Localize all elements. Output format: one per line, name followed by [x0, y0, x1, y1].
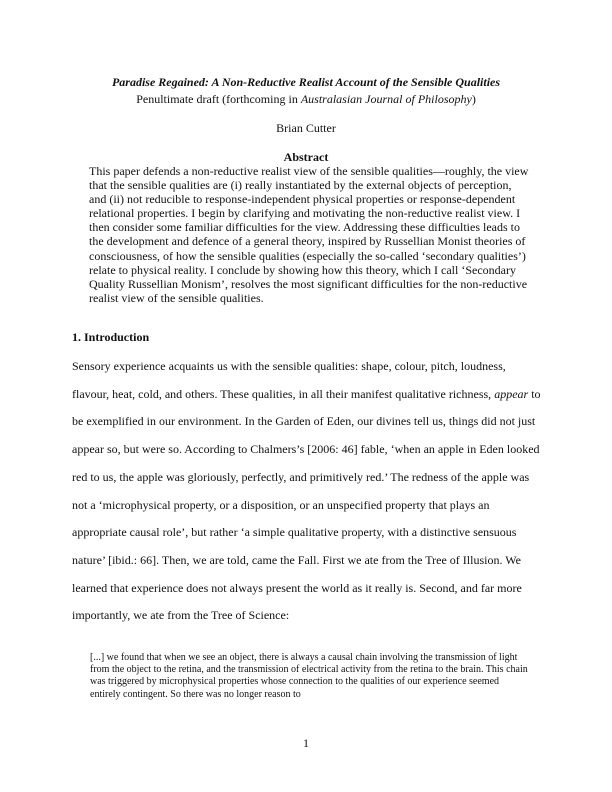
introduction-text-part1: Sensory experience acquaints us with the sensible qualities: shape, colour, pitch, loudness, flavour, heat, cold, and others. These qualities, in all their manifest qualitative richness, — [72, 359, 506, 401]
section-heading-introduction: 1. Introduction — [72, 330, 150, 344]
paper-title — [72, 74, 540, 90]
journal-name: Australasian Journal of Philosophy — [300, 92, 472, 106]
block-quote: [...] we found that when we see an object, there is always a causal chain involving the transmission of light from the object to the retina, and the transmission of electrical activity from the retina to the brain. This chain was triggered by microphysical properties whose connection to the qualities of our experience seemed entirely contingent. So there was no longer reason to — [90, 652, 528, 700]
page-number: 1 — [303, 736, 309, 750]
paper-title-text: Paradise Regained: A Non-Reductive Realist Account of the Sensible Qualities — [111, 75, 501, 89]
subtitle-prefix: Penultimate draft (forthcoming in — [136, 92, 301, 106]
abstract-heading: Abstract — [283, 150, 329, 164]
paper-subtitle — [72, 91, 540, 107]
introduction-paragraph — [72, 353, 542, 630]
introduction-emphasis: appear — [494, 386, 529, 401]
author-name: Brian Cutter — [276, 121, 336, 135]
subtitle-suffix: ) — [471, 92, 476, 106]
abstract-text: This paper defends a non-reductive realist view of the sensible qualities—roughly, the view that the sensible qualities are (i) really instantiated by the external objects of perception, and (ii) not reducible to response-independent physical properties or response-dependent relational properties. I begin by clarifying and motivating the non-reductive realist view. I then consider some familiar difficulties for the view. Addressing these difficulties leads to the development and defence of a general theory, inspired by Russellian Monist theories of consciousness, of how the sensible qualities (especially the so-called ‘secondary qualities’) relate to physical reality. I conclude by showing how this theory, which I call ‘Secondary Quality Russellian Monism’, resolves the most significant difficulties for the non-reductive realist view of the sensible qualities. — [89, 164, 529, 305]
introduction-text-part2: to be exemplified in our environment. In the Garden of Eden, our divines tell us, things did not just appear so, but were so. According to Chalmers’s [2006: 46] fable, ‘when an apple in Eden looked red to us, the apple was gloriously, perfectly, and primitively red.’ The redness of the apple was not a ‘microphysical property, or a disposition, or an unspecified property that plays an appropriate causal role’, but rather ‘a simple qualitative property, with a distinctive sensuous nature’ [ibid.: 66]. Then, we are told, came the Fall. First we ate from the Tree of Illusion. We learned that experience does not always present the world as it really is. Second, and far more importantly, we ate from the Tree of Science: — [72, 386, 541, 623]
